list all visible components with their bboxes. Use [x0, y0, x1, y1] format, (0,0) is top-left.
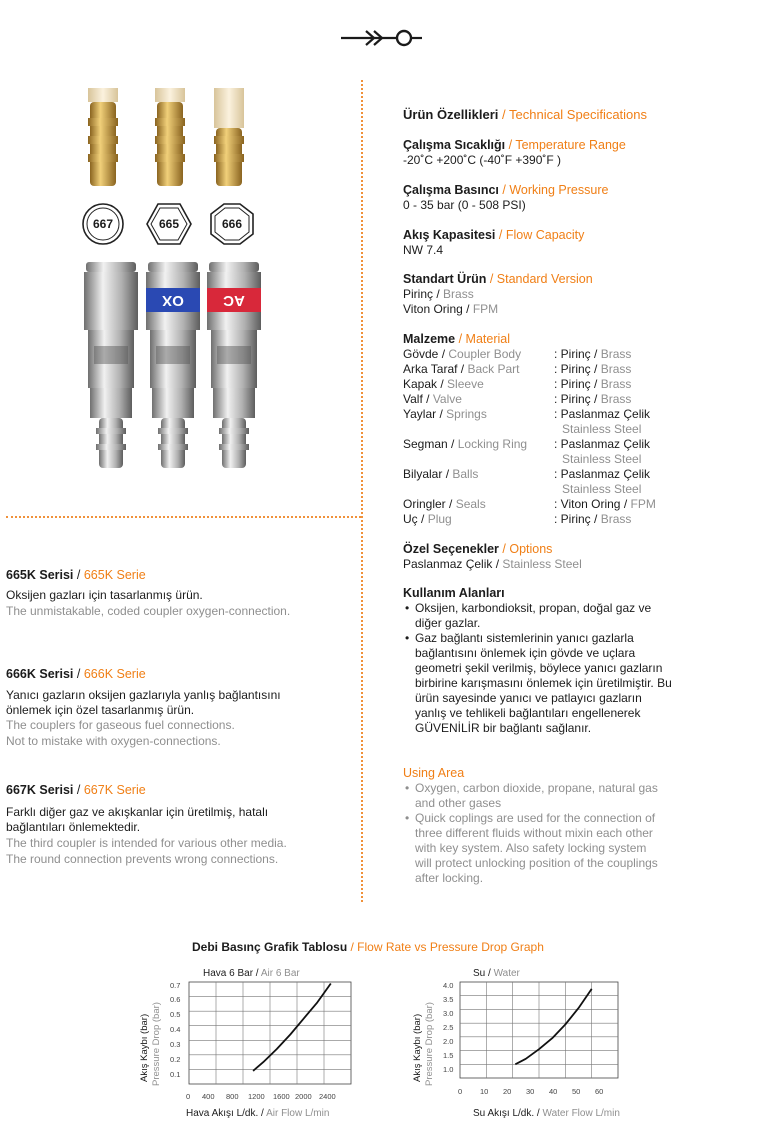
- x-tick: 40: [549, 1087, 558, 1096]
- material-row: Gövde / Coupler Body : Pirinç / Brass: [403, 347, 632, 361]
- options-heading: Özel Seçenekler / Options: [403, 542, 553, 556]
- x-tick: 20: [503, 1087, 512, 1096]
- chart-plot: [459, 981, 619, 1079]
- usage-item: • Oksijen, karbondioksit, propan, doğal gaz ve diğer gazlar.: [403, 601, 673, 631]
- standard-heading: Standart Ürün / Standard Version: [403, 272, 593, 286]
- material-heading: Malzeme / Material: [403, 332, 511, 346]
- series-667-text: bağlantıları önlemektedir.: [6, 820, 141, 834]
- material-row: Valf / Valve : Pirinç / Brass: [403, 392, 632, 406]
- chart-title: Hava 6 Bar / Air 6 Bar: [203, 968, 300, 979]
- series-666-text: önlemek için özel tasarlanmış ürün.: [6, 703, 195, 717]
- pressure-heading: Çalışma Basıncı / Working Pressure: [403, 183, 609, 197]
- standard-item: Viton Oring / FPM: [403, 302, 499, 316]
- material-row: Uç / Plug : Pirinç / Brass: [403, 512, 632, 526]
- usage-list-tr: [403, 601, 673, 736]
- series-line: [515, 989, 591, 1064]
- ac-label: AC: [223, 292, 245, 309]
- series-667-text-en: The round connection prevents wrong connections.: [6, 852, 279, 866]
- column-divider: [361, 80, 363, 902]
- options-value: Paslanmaz Çelik / Stainless Steel: [403, 557, 582, 571]
- x-tick: 30: [526, 1087, 535, 1096]
- y-axis-label: Pressure Drop (bar): [151, 1002, 162, 1086]
- y-axis-label: Akış Kaybı (bar): [412, 1013, 423, 1082]
- badge-label: 665: [158, 216, 180, 231]
- x-tick: 1600: [273, 1092, 290, 1101]
- usage-item: • Quick coplings are used for the connection of three different fluids without mixin each other with key system. Also safety locking system will protect unlocking position of the couplings after locking.: [403, 811, 661, 886]
- usage-item: • Gaz bağlantı sistemlerinin yanıcı gazlarla bağlantısını önlemek için gövde ve uçlara geometri şekil verilmiş, böylece yanıcı gazların birbirine karışmasını önlemek için üretilmiştir. Bu ürün sayesinde yanıcı ve patlayıcı gazların yanlış ve tehlikeli bağlantıları engellenerek GÜVENİLİR bir bağlantı sağlanır.: [403, 631, 673, 736]
- coupler-667-icon: [80, 262, 142, 472]
- usage-item: • Oxygen, carbon dioxide, propane, natural gas and other gases: [403, 781, 661, 811]
- y-axis-label: Pressure Drop (bar): [424, 1002, 435, 1086]
- series-665-text-en: The unmistakable, coded coupler oxygen-connection.: [6, 604, 291, 618]
- temperature-value: -20˚C +200˚C (-40˚F +390˚F ): [403, 153, 562, 167]
- series-666-text-en: Not to mistake with oxygen-connections.: [6, 734, 221, 748]
- series-666-text: Yanıcı gazların oksijen gazlarıyla yanlış bağlantısını: [6, 688, 281, 702]
- x-axis-label: Su Akışı L/dk. / Water Flow L/min: [473, 1108, 620, 1119]
- x-tick: 60: [595, 1087, 604, 1096]
- usage-heading-en: Using Area: [403, 766, 465, 780]
- material-row: Yaylar / Springs : Paslanmaz Çelik Stainless Steel: [403, 407, 651, 436]
- y-tick: 0.3: [170, 1040, 181, 1049]
- standard-item: Pirinç / Brass: [403, 287, 474, 301]
- usage-list-en: [403, 781, 661, 886]
- y-tick: 2.0: [443, 1037, 454, 1046]
- x-tick: 400: [202, 1092, 215, 1101]
- badge-666: [208, 202, 256, 246]
- series-665-heading: 665K Serisi / 665K Serie: [6, 568, 146, 582]
- badge-667: [79, 202, 127, 246]
- x-tick: 1200: [248, 1092, 265, 1101]
- badge-665: [145, 202, 193, 246]
- material-row: Oringler / Seals : Viton Oring / FPM: [403, 497, 656, 511]
- y-tick: 0.7: [170, 981, 181, 990]
- x-tick: 2000: [295, 1092, 312, 1101]
- badge-label: 667: [92, 216, 114, 231]
- hose-tail-brass-icon: [149, 88, 191, 188]
- hose-tail-brass-icon: [208, 88, 250, 188]
- series-667-text: Farklı diğer gaz ve akışkanlar için üretilmiş, hatalı: [6, 805, 269, 819]
- y-tick: 2.5: [443, 1023, 454, 1032]
- series-667-heading: 667K Serisi / 667K Serie: [6, 783, 146, 797]
- section-divider: [6, 516, 361, 518]
- pressure-value: 0 - 35 bar (0 - 508 PSI): [403, 198, 526, 212]
- badge-label: 666: [221, 216, 243, 231]
- material-row: Kapak / Sleeve : Pirinç / Brass: [403, 377, 632, 391]
- series-666-heading: 666K Serisi / 666K Serie: [6, 667, 146, 681]
- y-tick: 3.5: [443, 995, 454, 1004]
- y-tick: 1.0: [443, 1065, 454, 1074]
- x-tick: 0: [458, 1087, 463, 1096]
- series-666-text-en: The couplers for gaseous fuel connections.: [6, 718, 235, 732]
- temperature-heading: Çalışma Sıcaklığı / Temperature Range: [403, 138, 626, 152]
- x-axis-label: Hava Akışı L/dk. / Air Flow L/min: [186, 1108, 330, 1119]
- y-tick: 0.2: [170, 1055, 181, 1064]
- flow-heading: Akış Kapasitesi / Flow Capacity: [403, 228, 585, 242]
- x-tick: 50: [572, 1087, 581, 1096]
- spec-title: Ürün Özellikleri / Technical Specifications: [403, 107, 648, 122]
- x-tick: 0: [186, 1092, 191, 1101]
- y-tick: 0.5: [170, 1010, 181, 1019]
- y-axis-label: Akış Kaybı (bar): [139, 1013, 150, 1082]
- x-tick: 10: [480, 1087, 489, 1096]
- y-tick: 4.0: [443, 981, 454, 990]
- y-tick: 3.0: [443, 1009, 454, 1018]
- material-row: Bilyalar / Balls : Paslanmaz Çelik Stainless Steel: [403, 467, 651, 496]
- brand-logo-icon: [338, 26, 424, 50]
- chart-title: Su / Water: [473, 968, 520, 979]
- y-tick: 1.5: [443, 1051, 454, 1060]
- y-tick: 0.6: [170, 995, 181, 1004]
- x-tick: 2400: [319, 1092, 336, 1101]
- chart-plot: [188, 981, 352, 1085]
- graph-section-title: Debi Basınç Grafik Tablosu / Flow Rate vs Pressure Drop Graph: [192, 940, 544, 954]
- material-row: Arka Taraf / Back Part : Pirinç / Brass: [403, 362, 632, 376]
- hose-tail-brass-icon: [82, 88, 124, 188]
- ox-label: OX: [162, 292, 184, 309]
- y-tick: 0.4: [170, 1025, 181, 1034]
- flow-value: NW 7.4: [403, 243, 444, 257]
- y-tick: 0.1: [170, 1070, 181, 1079]
- material-row: Segman / Locking Ring : Paslanmaz Çelik Stainless Steel: [403, 437, 651, 466]
- usage-heading-tr: Kullanım Alanları: [403, 586, 505, 600]
- x-tick: 800: [226, 1092, 239, 1101]
- series-667-text-en: The third coupler is intended for various other media.: [6, 836, 287, 850]
- series-665-text: Oksijen gazları için tasarlanmış ürün.: [6, 588, 203, 602]
